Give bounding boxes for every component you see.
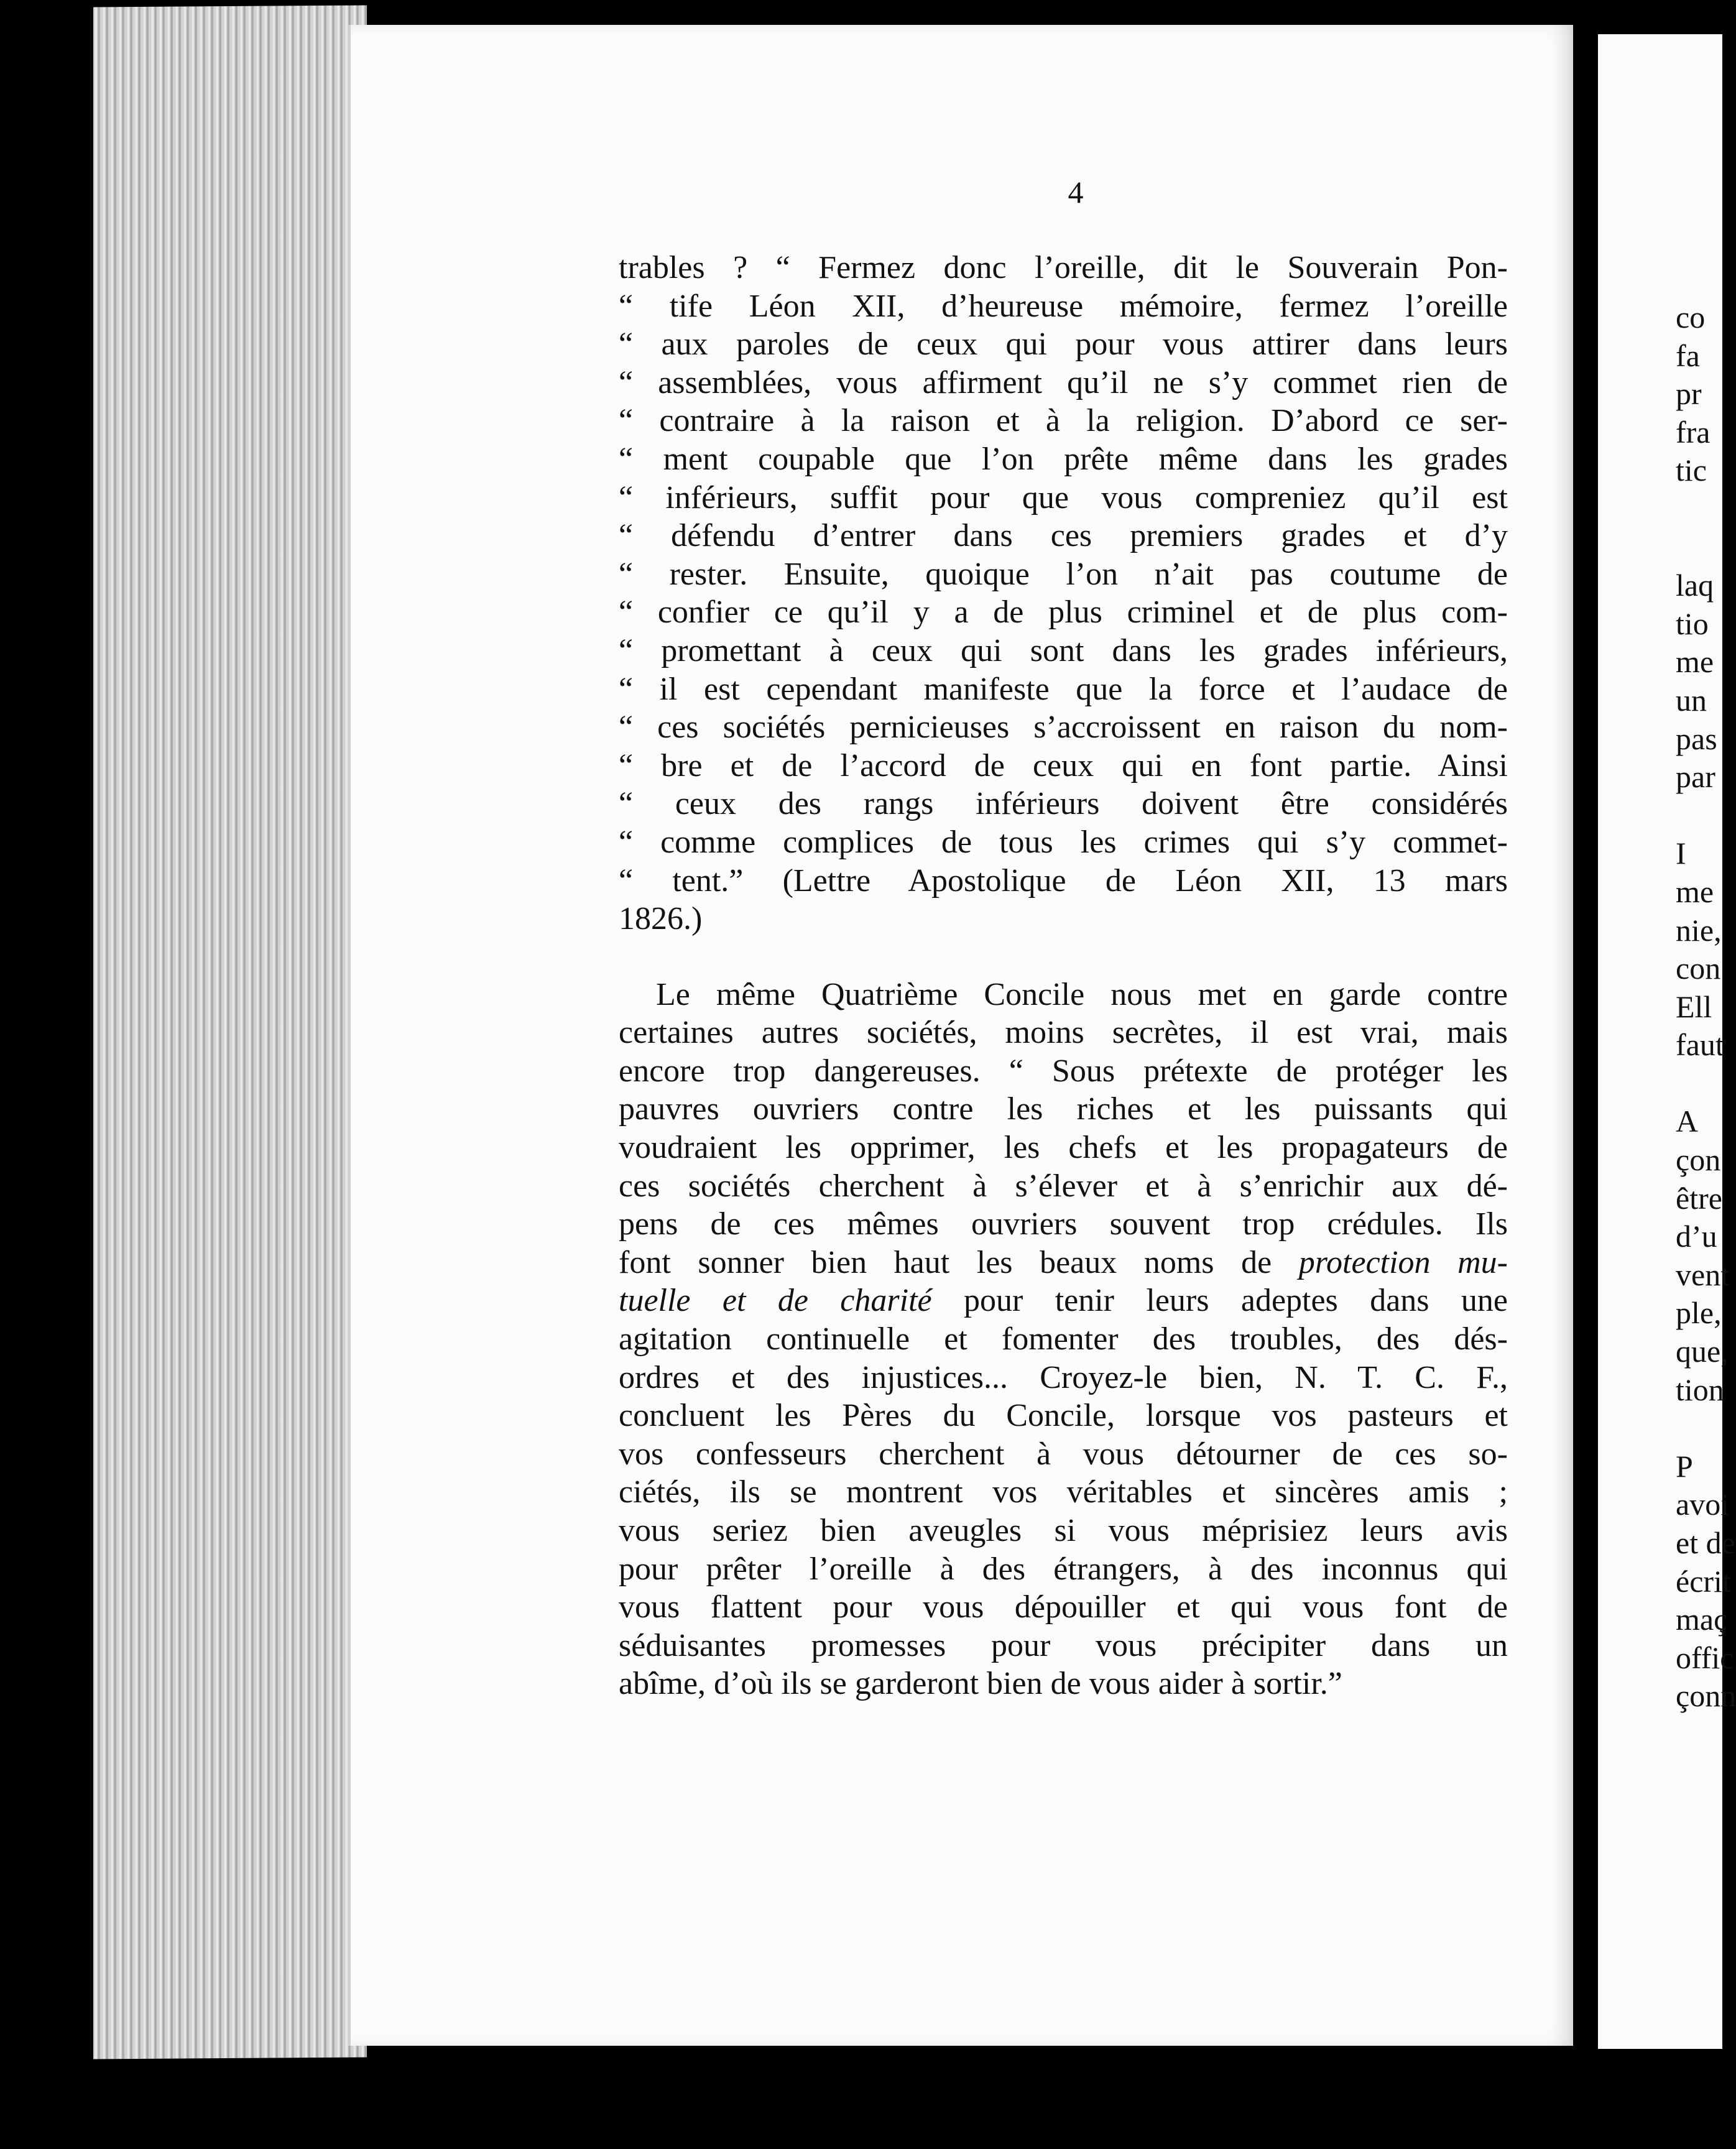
text-line: “ il est cependant manifeste que la force et l’audace de xyxy=(619,671,1508,707)
text-line: ordres et des injustices... Croyez-le bien, N. T. C. F., xyxy=(619,1359,1508,1395)
text-line: “ ceux des rangs inférieurs doivent être considérés xyxy=(619,786,1508,822)
text-line: “ confier ce qu’il y a de plus criminel et de plus com- xyxy=(619,594,1508,631)
text-line: concluent les Pères du Concile, lorsque vos pasteurs et xyxy=(619,1398,1508,1434)
facing-page-fragment: me xyxy=(1676,874,1714,909)
text-line: certaines autres sociétés, moins secrètes, il est vrai, mais xyxy=(619,1015,1508,1051)
text-line: “ comme complices de tous les crimes qui s’y commet- xyxy=(619,824,1508,860)
text-line: “ défendu d’entrer dans ces premiers grades et d’y xyxy=(619,518,1508,554)
facing-page-text xyxy=(1676,298,1736,1716)
text-line: “ contraire à la raison et à la religion. D’abord ce ser- xyxy=(619,403,1508,439)
facing-page-fragment xyxy=(1676,1065,1736,1103)
facing-page-fragment: çon xyxy=(1676,1142,1721,1178)
text-line: abîme, d’où ils se garderont bien de vous aider à sortir.” xyxy=(619,1666,1342,1702)
paragraph-1 xyxy=(619,249,1508,938)
book-gutter xyxy=(1573,12,1598,2058)
text-run: pour tenir leurs adeptes dans une xyxy=(931,1283,1508,1319)
facing-page-fragment: ple, xyxy=(1676,1295,1722,1331)
facing-page-fragment: par xyxy=(1676,759,1715,795)
text-line: encore trop dangereuses. “ Sous prétexte de protéger les xyxy=(619,1053,1508,1089)
facing-page-fragment: d’u xyxy=(1676,1219,1717,1254)
facing-page-fragment: çonn xyxy=(1676,1678,1736,1714)
text-line: vous flattent pour vous dépouiller et qui vous font de xyxy=(619,1589,1508,1625)
facing-page-fragment: pas xyxy=(1676,721,1717,756)
text-line: ciétés, ils se montrent vos véritables et sincères amis ; xyxy=(619,1474,1508,1510)
text-line: “ bre et de l’accord de ceux qui en font partie. Ainsi xyxy=(619,747,1508,783)
facing-page-fragment xyxy=(1676,1409,1736,1448)
facing-page-fragment: laq xyxy=(1676,568,1714,603)
facing-page-fragment: offic xyxy=(1676,1640,1734,1675)
text-line: Le même Quatrième Concile nous met en garde contre xyxy=(656,976,1508,1012)
text-line: pens de ces mêmes ouvriers souvent trop crédules. Ils xyxy=(619,1206,1508,1242)
text-line: trables ? “ Fermez donc l’oreille, dit le Souverain Pon- xyxy=(619,250,1508,285)
facing-page-fragment: maç xyxy=(1676,1602,1728,1637)
page-number: 4 xyxy=(1068,175,1084,210)
italic-run: tuelle et de charité xyxy=(619,1283,932,1319)
italic-run: protection mu- xyxy=(1298,1244,1508,1280)
facing-page-fragment xyxy=(1676,490,1736,529)
facing-page-fragment: faut xyxy=(1676,1027,1724,1063)
text-line: pauvres ouvriers contre les riches et les puissants qui xyxy=(619,1091,1508,1127)
text-line: agitation continuelle et fomenter des troubles, des dés- xyxy=(619,1321,1508,1357)
text-line xyxy=(619,1244,1508,1282)
text-line: “ ces sociétés pernicieuses s’accroissent en raison du nom- xyxy=(619,709,1508,746)
text-line: “ assemblées, vous affirment qu’il ne s’y commet rien de xyxy=(619,364,1508,400)
text-line: vous seriez bien aveugles si vous méprisiez leurs avis xyxy=(619,1513,1508,1548)
text-line: “ aux paroles de ceux qui pour vous attirer dans leurs xyxy=(619,326,1508,363)
text-run: font sonner bien haut les beaux noms de xyxy=(619,1244,1299,1280)
facing-page-fragment: Ell xyxy=(1676,989,1712,1024)
text-line: “ tent.” (Lettre Apostolique de Léon XII, 13 mars xyxy=(619,862,1508,899)
facing-page-fragment: écrit xyxy=(1676,1563,1731,1599)
facing-page-fragment: tic xyxy=(1676,453,1707,488)
facing-page-fragment: co xyxy=(1676,300,1706,335)
facing-page-fragment: me xyxy=(1676,644,1714,680)
facing-page-fragment: fa xyxy=(1676,338,1700,373)
facing-page-fragment: P xyxy=(1676,1448,1693,1484)
facing-page-fragment: I xyxy=(1676,836,1686,871)
facing-page-fragment: pr xyxy=(1676,376,1702,412)
paragraph-2 xyxy=(619,976,1508,1703)
facing-page-fragment: A xyxy=(1676,1104,1699,1139)
facing-page-fragment: et de xyxy=(1676,1525,1735,1560)
facing-page-fragment: un xyxy=(1676,682,1707,718)
text-line: “ tife Léon XII, d’heureuse mémoire, fermez l’oreille xyxy=(619,288,1508,324)
text-line: séduisantes promesses pour vous précipiter dans un xyxy=(619,1627,1508,1663)
text-line: pour prêter l’oreille à des étrangers, à des inconnus qui xyxy=(619,1551,1508,1587)
facing-page-fragment: avoi xyxy=(1676,1487,1730,1522)
text-line: voudraient les opprimer, les chefs et les propagateurs de xyxy=(619,1130,1508,1166)
text-line xyxy=(619,1282,1508,1320)
text-line: 1826.) xyxy=(619,901,703,937)
text-line: “ promettant à ceux qui sont dans les grades inférieurs, xyxy=(619,632,1508,668)
facing-page-fragment: tio xyxy=(1676,606,1709,641)
page-edges xyxy=(93,5,367,2059)
facing-page-fragment xyxy=(1676,529,1736,567)
page-text xyxy=(619,249,1508,1703)
text-line: vos confesseurs cherchent à vous détourner de ces so- xyxy=(619,1436,1508,1472)
text-line: ces sociétés cherchent à s’élever et à s’enrichir aux dé- xyxy=(619,1168,1508,1204)
facing-page-fragment: tion xyxy=(1676,1372,1724,1407)
text-line: “ inférieurs, suffit pour que vous compreniez qu’il est xyxy=(619,479,1508,515)
facing-page-fragment: être xyxy=(1676,1180,1722,1216)
facing-page-fragment: nie, xyxy=(1676,912,1722,948)
facing-page-fragment: fra xyxy=(1676,414,1711,450)
facing-page-fragment: que, xyxy=(1676,1334,1729,1369)
facing-page-fragment: con xyxy=(1676,951,1721,986)
text-line: “ rester. Ensuite, quoique l’on n’ait pas coutume de xyxy=(619,556,1508,592)
facing-page-fragment: vent xyxy=(1676,1257,1730,1292)
text-line: “ ment coupable que l’on prête même dans les grades xyxy=(619,441,1508,477)
facing-page-fragment xyxy=(1676,797,1736,835)
